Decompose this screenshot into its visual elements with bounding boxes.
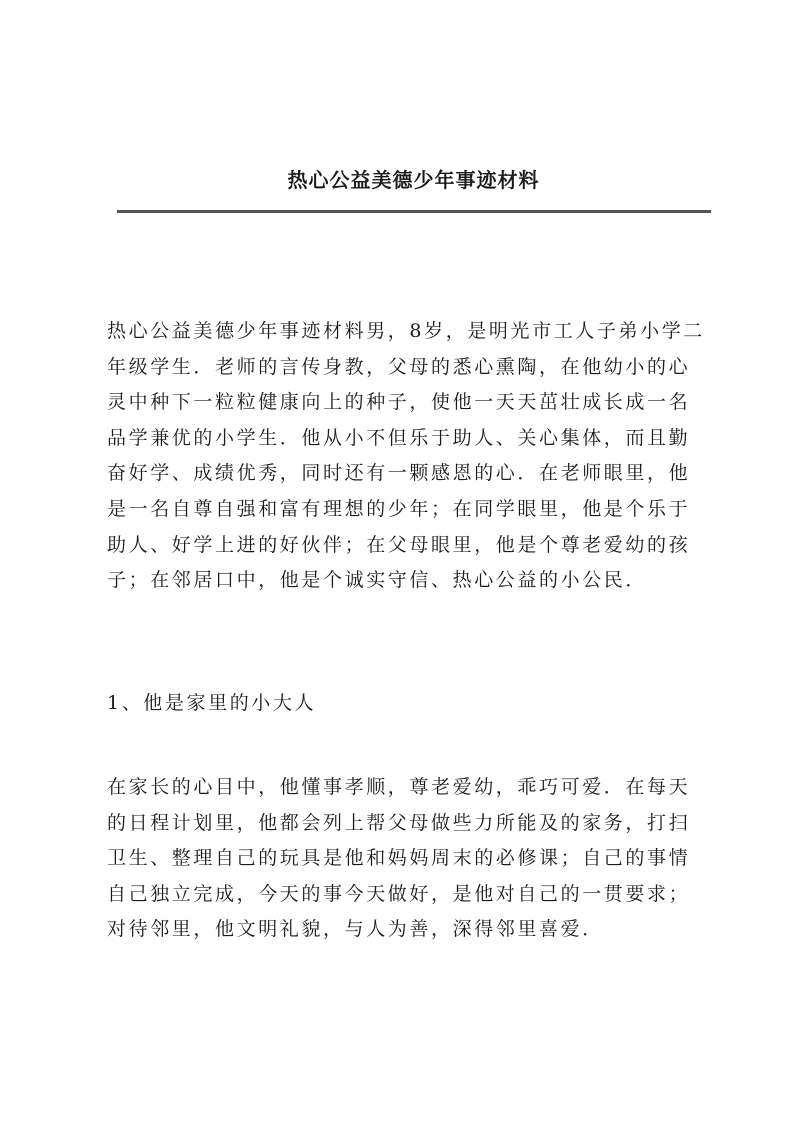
title-underline [117,210,711,213]
document-title: 热心公益美德少年事迹材料 [287,168,540,192]
intro-paragraph: 热心公益美德少年事迹材料男，8岁，是明光市工人子弟小学二年级学生．老师的言传身教，父母的悉心熏陶，在他幼小的心灵中种下一粒粒健康向上的种子，使他一天天茁壮成长成一名品学兼优的小学生．他从小不但乐于助人、关心集体，而且勤奋好学、成绩优秀，同时还有一颗感恩的心．在老师眼里，他是一名自尊自强和富有理想的少年；在同学眼里，他是个乐于助人、好学上进的好伙伴；在父母眼里，他是个尊老爱幼的孩子；在邻居口中，他是个诚实守信、热心公益的小公民． [107,320,705,592]
section-paragraph: 在家长的心目中，他懂事孝顺，尊老爱幼，乖巧可爱．在每天的日程计划里，他都会列上帮父母做些力所能及的家务，打扫卫生、整理自己的玩具是他和妈妈周末的必修课；自己的事情自己独立完成，今天的事今天做好，是他对自己的一贯要求；对待邻里，他文明礼貌，与人为善，深得邻里喜爱． [107,776,691,941]
section-heading: 1、他是家里的小大人 [107,692,317,714]
